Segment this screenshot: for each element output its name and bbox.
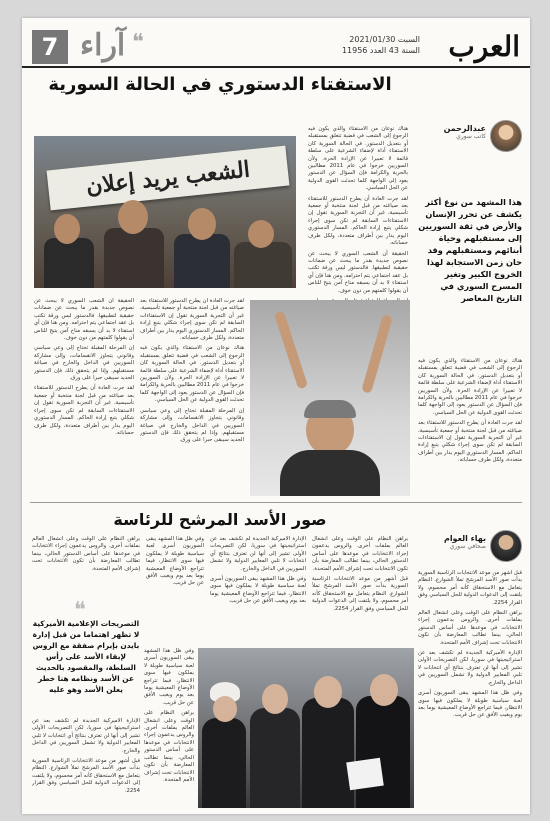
quote-icon: ❝ [132, 30, 144, 55]
column-text: هناك نوعان من الاستفتاء والذي يكون فيه الرجوع إلى الشعب في قضية تتعلق بمستقبله أو بتعديل الدستور. في الحالة السورية كان الاستفتاء أداة لإضفاء الشرعية على سلطة قائمة لا تعبيرا عن الإرادة الحرة. ولأن السوريين خرجوا في عام 2011 مطالبين بالحرية والكرامة فإن السؤال عن الدستور يعود إلى الواجهة كلما تحدثت القوى الدولية عن الحل السياسي. [140, 345, 244, 404]
column-text: إن المرحلة المقبلة تحتاج إلى وعي سياسي وقانوني يتجاوز الانقسامات، وإلى مشاركة السوريين في الداخل والخارج في صياغة مستقبلهم. وإذا لم يتحقق ذلك فإن الدستور الجديد سيبقى حبرا على ورق. [34, 345, 134, 382]
author-avatar [490, 530, 522, 562]
author-name: بهاء العوام [443, 534, 486, 543]
masthead [22, 24, 530, 68]
column-text: إن المرحلة المقبلة تحتاج إلى وعي سياسي وقانوني يتجاوز الانقسامات، وإلى مشاركة السوريين في الداخل والخارج في صياغة مستقبلهم. وإذا لم يتحقق ذلك فإن الدستور الجديد سيبقى حبرا على ورق. [140, 407, 244, 444]
column-text: الحقيقة أن الشعب السوري لا يبحث عن نصوص جديدة بقدر ما يبحث عن ضمانات حقيقية لتطبيقها. فالدستور ليس ورقة تكتب بل عقد اجتماعي يتم احترامه. ومن هنا فإن أي استفتاء لا بد أن يسبقه مناخ آمن يتيح للناس أن يقولوا كلمتهم من دون خوف. [34, 298, 134, 342]
column-text: يراهن النظام على الوقت وعلى انشغال العالم بملفات أخرى. والروس يدعمون إجراء الانتخابات في موعدها على أساس الدستور الحالي، بينما تطالب المعارضة بأن تكون الانتخابات تحت إشراف الأمم المتحدة. [418, 610, 522, 646]
article1-column-3 [34, 298, 134, 494]
column-text: يراهن النظام على الوقت وعلى انشغال العالم بملفات أخرى. والروس يدعمون إجراء الانتخابات في موعدها على أساس الدستور الحالي، بينما تطالب المعارضة بأن تكون الانتخابات تحت إشراف الأمم المتحدة. [144, 710, 194, 783]
article2-column-7 [144, 648, 194, 808]
author-title: صحافي سوري [449, 543, 486, 550]
article1-author [418, 120, 522, 152]
column-text: وفي ظل هذا المشهد يبقى السوريون أسرى لعبة سياسية طويلة لا يملكون فيها سوى الانتظار، فيما تتراجع الأوضاع المعيشية يوما بعد يوم ويغيب الأفق عن حل قريب. [418, 690, 522, 719]
column-text: يراهن النظام على الوقت وعلى انشغال العالم بملفات أخرى. والروس يدعمون إجراء الانتخابات في موعدها على أساس الدستور الحالي، بينما تطالب المعارضة بأن تكون الانتخابات تحت إشراف الأمم المتحدة. [312, 536, 408, 572]
article2-column-5 [32, 536, 140, 600]
article2-column-1 [418, 570, 522, 806]
article1-headline: الاستفتاء الدستوري في الحالة السورية [48, 74, 392, 95]
column-text: لقد جرت العادة أن يطرح الدستور للاستفتاء بعد صياغته من قبل لجنة منتخبة أو جمعية تأسيسية، غير أن التجربة السورية تقول إن الاستفتاءات السابقة لم تكن سوى إجراء شكلي يتبع إرادة الحاكم. المسار الدستوري اليوم يدار بين أطراف متعددة، ولكل طرف حساباته. [308, 195, 408, 247]
column-text: الإدارة الأميركية الجديدة لم تكشف بعد عن استراتيجيتها في سوريا، لكن التصريحات الأولى تشير إلى أنها لن تعترف بنتائج أي انتخابات لا تلبي المعايير الدولية ولا تشمل السوريين في الداخل والخارج. [32, 718, 140, 754]
article2-column-4 [146, 536, 204, 642]
crowd [34, 198, 296, 288]
column-text: وفي ظل هذا المشهد يبقى السوريون أسرى لعبة سياسية طويلة لا يملكون فيها سوى الانتظار، فيما تتراجع الأوضاع المعيشية يوما بعد يوم ويغيب الأفق عن حل قريب. [144, 648, 194, 706]
section-title: آراء [80, 28, 126, 63]
author-name: عبدالرحمن [443, 124, 486, 133]
issue-info [342, 34, 420, 56]
date-line: السبت 2021/01/30 [349, 35, 420, 44]
newspaper-page [22, 18, 530, 814]
article1-pullquote: هذا المشهد من نوع أكثر يكشف عن تحرر الإنسان والأرض في ثقة السوريين إلى مستقبلهم وحياة أبنائهم ومستقبلهم وقد حان زمن الاستجابة لهذا الخروج الكبير وتغير المسرح السوري في التاريخ المعاصر [418, 197, 522, 303]
protest-photo [34, 136, 296, 288]
article2-author [418, 530, 522, 562]
author-title: كاتب سوري [456, 133, 486, 140]
column-text: الحقيقة أن الشعب السوري لا يبحث عن نصوص جديدة بقدر ما يبحث عن ضمانات حقيقية لتطبيقها. فالدستور ليس ورقة تكتب بل عقد اجتماعي يتم احترامه. ومن هنا فإن أي استفتاء لا بد أن يسبقه مناخ آمن يتيح للناس أن يقولوا كلمتهم من دون خوف. [308, 250, 408, 294]
newspaper-logo: العرب [448, 30, 520, 63]
article2-pullquote: التصريحات الإعلامية الأميركية لا تظهر اهتماما من قبل إدارة بايدن بإبرام صفقة مع الروس لإبقاء الأسد على رأس السلطة، والمقصود بالحديث عن الأسد ونظامه هنا خطر يعلن الأسد وهو عليه [32, 619, 140, 694]
banner-text: الشعب يريد إعلان [84, 156, 252, 200]
column-text: قبل أشهر من موعد الانتخابات الرئاسية السورية بدأت صور الأسد المرشح تملأ الشوارع. النظام يتعامل مع الاستحقاق كأنه أمر محسوم، ولا يلتفت إلى الدعوات الدولية للحل السياسي وفق القرار 2254. [312, 576, 408, 612]
article2-headline: صور الأسد المرشح للرئاسة [113, 510, 327, 529]
author-avatar [490, 120, 522, 152]
protester-photo [250, 300, 410, 496]
article2-column-6 [32, 718, 140, 808]
column-text: قبل أشهر من موعد الانتخابات الرئاسية السورية بدأت صور الأسد المرشح تملأ الشوارع. النظام يتعامل مع الاستحقاق كأنه أمر محسوم، ولا يلتفت إلى الدعوات الدولية للحل السياسي وفق القرار 2254. [32, 758, 140, 794]
column-text: قبل أشهر من موعد الانتخابات الرئاسية السورية بدأت صور الأسد المرشح تملأ الشوارع. النظام يتعامل مع الاستحقاق كأنه أمر محسوم، ولا يلتفت إلى الدعوات الدولية للحل السياسي وفق القرار 2254. [418, 570, 522, 606]
officials-photo [198, 648, 414, 808]
column-text: هناك نوعان من الاستفتاء والذي يكون فيه الرجوع إلى الشعب في قضية تتعلق بمستقبله أو بتعديل الدستور. في الحالة السورية كان الاستفتاء أداة لإضفاء الشرعية على سلطة قائمة لا تعبيرا عن الإرادة الحرة. ولأن السوريين خرجوا في عام 2011 مطالبين بالحرية والكرامة فإن السؤال عن الدستور يعود إلى الواجهة كلما تحدثت القوى الدولية عن الحل السياسي. [308, 126, 408, 192]
issue-line: السنة 43 العدد 11956 [341, 46, 420, 55]
article2-column-3 [210, 536, 306, 642]
article1-column-1 [418, 358, 522, 498]
quote-icon: ❝ [74, 598, 86, 623]
column-text: وفي ظل هذا المشهد يبقى السوريون أسرى لعبة سياسية طويلة لا يملكون فيها سوى الانتظار، فيما تتراجع الأوضاع المعيشية يوما بعد يوم ويغيب الأفق عن حل قريب. [146, 536, 204, 587]
column-text: الإدارة الأميركية الجديدة لم تكشف بعد عن استراتيجيتها في سوريا، لكن التصريحات الأولى تشير إلى أنها لن تعترف بنتائج أي انتخابات لا تلبي المعايير الدولية ولا تشمل السوريين في الداخل والخارج. [210, 536, 306, 572]
page-number: 7 [32, 30, 68, 64]
column-text: هناك نوعان من الاستفتاء والذي يكون فيه الرجوع إلى الشعب في قضية تتعلق بمستقبله أو بتعديل الدستور. في الحالة السورية كان الاستفتاء أداة لإضفاء الشرعية على سلطة قائمة لا تعبيرا عن الإرادة الحرة. ولأن السوريين خرجوا في عام 2011 مطالبين بالحرية والكرامة فإن السؤال عن الدستور يعود إلى الواجهة كلما تحدثت القوى الدولية عن الحل السياسي. [418, 358, 522, 416]
article1-column-4 [140, 298, 244, 494]
article2-column-2 [312, 536, 408, 642]
column-text: لقد جرت العادة أن يطرح الدستور للاستفتاء بعد صياغته من قبل لجنة منتخبة أو جمعية تأسيسية، غير أن التجربة السورية تقول إن الاستفتاءات السابقة لم تكن سوى إجراء شكلي يتبع إرادة الحاكم. المسار الدستوري اليوم يدار بين أطراف متعددة، ولكل طرف حساباته. [140, 298, 244, 342]
column-text: يراهن النظام على الوقت وعلى انشغال العالم بملفات أخرى. والروس يدعمون إجراء الانتخابات في موعدها على أساس الدستور الحالي، بينما تطالب المعارضة بأن تكون الانتخابات تحت إشراف الأمم المتحدة. [32, 536, 140, 572]
column-text: الإدارة الأميركية الجديدة لم تكشف بعد عن استراتيجيتها في سوريا، لكن التصريحات الأولى تشير إلى أنها لن تعترف بنتائج أي انتخابات لا تلبي المعايير الدولية ولا تشمل السوريين في الداخل والخارج. [418, 650, 522, 686]
column-text: وفي ظل هذا المشهد يبقى السوريون أسرى لعبة سياسية طويلة لا يملكون فيها سوى الانتظار، فيما تتراجع الأوضاع المعيشية يوما بعد يوم ويغيب الأفق عن حل قريب. [210, 576, 306, 605]
section-divider [30, 502, 522, 503]
column-text: لقد جرت العادة أن يطرح الدستور للاستفتاء بعد صياغته من قبل لجنة منتخبة أو جمعية تأسيسية، غير أن التجربة السورية تقول إن الاستفتاءات السابقة لم تكن سوى إجراء شكلي يتبع إرادة الحاكم. المسار الدستوري اليوم يدار بين أطراف متعددة، ولكل طرف حساباته. [34, 385, 134, 436]
column-text: لقد جرت العادة أن يطرح الدستور للاستفتاء بعد صياغته من قبل لجنة منتخبة أو جمعية تأسيسية، غير أن التجربة السورية تقول إن الاستفتاءات السابقة لم تكن سوى إجراء شكلي يتبع إرادة الحاكم. المسار الدستوري اليوم يدار بين أطراف متعددة، ولكل طرف حساباته. [418, 420, 522, 464]
